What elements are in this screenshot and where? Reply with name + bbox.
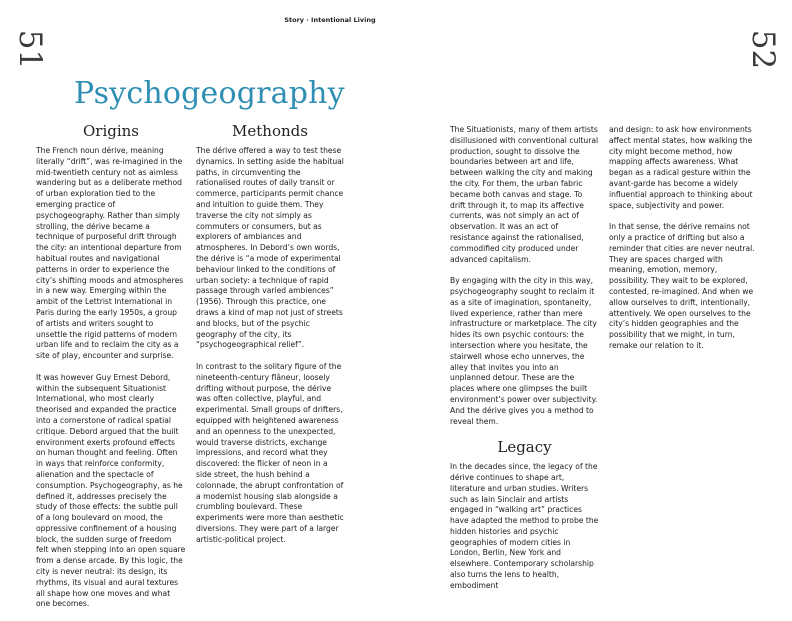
article-title: Psychogeography: [74, 76, 345, 111]
paragraph: The French noun dérive, meaning literally “drift”, was re-imagined in the mid-twentieth century not as aimless wandering but as a deliberate method of urban exploration tied to the emerging practice of psychogeography. Rather than simply strolling, the dérive became a technique of purposeful drift through the city: an intentional departure from habitual routes and navigational patterns in order to experience the city’s shifting moods and atmospheres in a new way. Emerging within the ambit of the Lettrist International in Paris during the early 1950s, a group of artists and writers sought to unsettle the rigid patterns of modern urban life and to reclaim the city as a site of play, encounter and surprise.: [36, 146, 184, 361]
section-heading-legacy: Legacy: [497, 438, 552, 457]
running-head: Story · Intentional Living: [284, 16, 376, 24]
page-number-right: 52: [744, 29, 781, 70]
paragraph: In that sense, the dérive remains not only a practice of drifting but also a reminder that cities are never neutral. They are spaces charged with meaning, emotion, memory, possibility. They wait to be explored, contested, re-imagined. And when we allow ourselves to drift, intentionally, attentively. We open ourselves to the city’s hidden geographies and the possibility that we might, in turn, remake our relation to it.: [609, 222, 755, 350]
paragraph: The dérive offered a way to test these dynamics. In setting aside the habitual paths, in circumventing the rationalised routes of daily transit or commerce, participants permit chance and intuition to guide them. They traverse the city not simply as commuters or consumers, but as explorers of ambiances and atmospheres. In Debord’s own words, the dérive is “a mode of experimental behaviour linked to the conditions of urban society: a technique of rapid passage through varied ambiences” (1956). Through this practice, one draws a kind of map not just of streets and blocks, but of the psychic geography of the city, its “psychogeographical relief”.: [196, 146, 344, 350]
paragraph: By engaging with the city in this way, psychogeography sought to reclaim it as a site of imagination, spontaneity, lived experience, rather than mere infrastructure or marketplace. The city hides its own psychic contours: the intersection where you hesitate, the stairwell whose echo unnerves, the alley that invites you into an unplanned detour. These are the places where one glimpses the built environment’s power over subjectivity. And the dérive gives you a method to reveal them.: [450, 276, 598, 426]
paragraph: and design: to ask how environments affect mental states, how walking the city might become method, how mapping affects awareness. What began as a radical gesture within the avant-garde has become a widely influential approach to thinking about space, subjectivity and power.: [609, 125, 753, 210]
section-heading-methods: Methonds: [232, 122, 308, 140]
paragraph: In the decades since, the legacy of the dérive continues to shape art, literature and urban studies. Writers such as Iain Sinclair and artists engaged in “walking art” practices have adapted the method to probe the hidden histories and psychic geographies of modern cities in London, Berlin, New York and elsewhere. Contemporary scholarship also turns the lens to health, embodiment: [450, 462, 599, 590]
paragraph: It was however Guy Ernest Debord, within the subsequent Situationist International, who most clearly theorised and expanded the practice into a cornerstone of radical spatial critique. Debord argued that the built environment exerts profound effects on human thought and feeling. Often in ways that reinforce conformity, alienation and the spectacle of consumption. Psychogeography, as he defined it, addresses precisely the study of those effects: the subtle pull of a long boulevard on mood, the oppressive confinement of a housing block, the sudden surge of freedom felt when stepping into an open square from a dense arcade. By this logic, the city is never neutral: its design, its rhythms, its visual and aural textures all shape how one moves and what one becomes.: [36, 372, 186, 609]
column-right-2: [609, 125, 759, 363]
column-origins: [36, 122, 186, 621]
paragraph: The Situationists, many of them artists disillusioned with conventional cultural production, sought to dissolve the boundaries between art and life, between walking the city and making the city. For them, the urban fabric became both canvas and stage. To drift through it, to map its affective currents, was not simply an act of observation. It was an act of resistance against the rationalised, commodified city produced under advanced capitalism.: [450, 125, 599, 264]
section-heading-origins: Origins: [82, 122, 140, 140]
page-number-left: 51: [12, 29, 49, 70]
column-methods: [196, 122, 344, 556]
column-right-1: [450, 125, 599, 602]
paragraph: In contrast to the solitary figure of the nineteenth-century flâneur, loosely drifting without purpose, the dérive was often collective, playful, and experimental. Small groups of drifters, equipped with heightened awareness and an openness to the unexpected, would traverse districts, exchange impressions, and record what they discovered: the flicker of neon in a side street, the hush behind a colonnade, the abrupt confrontation of a modernist housing slab alongside a crumbling boulevard. These experiments were more than aesthetic diversions. They were part of a larger artistic-political project.: [196, 361, 344, 544]
